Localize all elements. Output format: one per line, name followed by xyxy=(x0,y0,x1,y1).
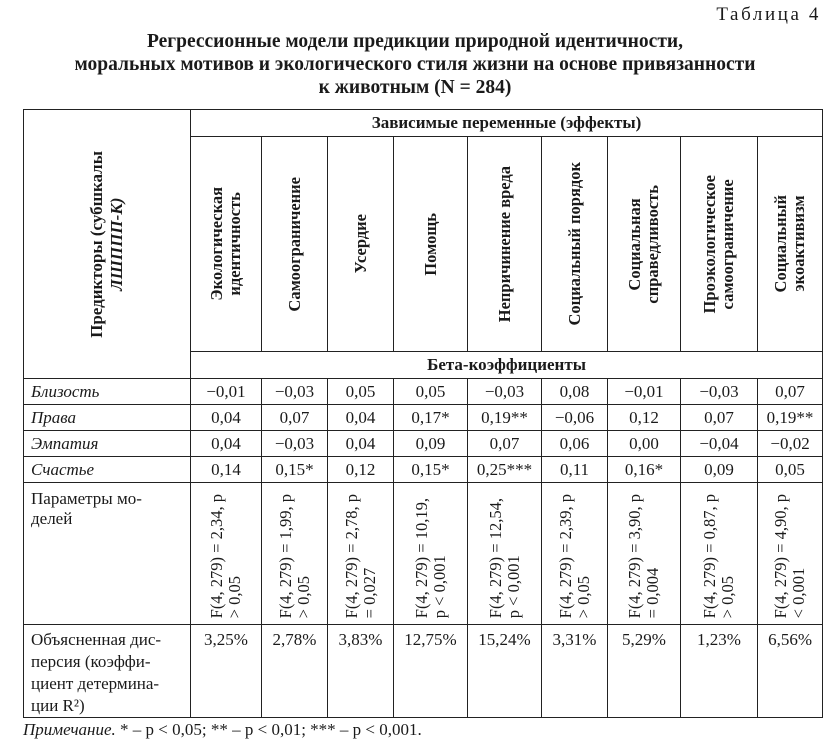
model-params-label-line-2: делей xyxy=(31,509,73,528)
model-params-value xyxy=(328,483,394,625)
dispersion-label xyxy=(24,625,191,718)
beta-value: −0,03 xyxy=(468,379,542,405)
dispersion-label-line-4: ции R²) xyxy=(31,696,85,715)
column-header-line-1: Социальный порядок xyxy=(564,162,584,326)
beta-value: 0,06 xyxy=(542,431,608,457)
beta-value: −0,01 xyxy=(608,379,681,405)
column-header xyxy=(394,137,468,352)
beta-value: 0,17* xyxy=(394,405,468,431)
p-value: > 0,05 xyxy=(573,575,593,618)
column-header xyxy=(191,137,262,352)
dispersion-value: 1,23% xyxy=(681,625,758,718)
predictor-name: Близость xyxy=(24,379,191,405)
p-value: p < 0,001 xyxy=(503,555,523,618)
beta-value: 0,05 xyxy=(394,379,468,405)
model-params-label xyxy=(24,483,191,625)
table-note xyxy=(23,720,422,740)
regression-table xyxy=(23,109,823,718)
model-params-label-line-1: Параметры мо- xyxy=(31,489,142,508)
predictor-name: Права xyxy=(24,405,191,431)
beta-value: 0,09 xyxy=(394,431,468,457)
table-row xyxy=(24,457,823,483)
model-params-value xyxy=(262,483,328,625)
dispersion-value: 2,78% xyxy=(262,625,328,718)
model-params-value xyxy=(542,483,608,625)
model-params-value xyxy=(681,483,758,625)
column-header-line-2: самоограничение xyxy=(718,178,737,310)
column-header-line-1: Непричинение вреда xyxy=(494,165,514,323)
beta-value: −0,04 xyxy=(681,431,758,457)
model-params-value xyxy=(468,483,542,625)
beta-value: 0,25*** xyxy=(468,457,542,483)
beta-value: 0,15* xyxy=(262,457,328,483)
note-label: Примечание. xyxy=(23,720,116,739)
beta-value: −0,03 xyxy=(262,379,328,405)
column-header xyxy=(608,137,681,352)
p-value: = 0,004 xyxy=(643,567,662,618)
dispersion-value: 15,24% xyxy=(468,625,542,718)
column-header xyxy=(262,137,328,352)
beta-value: 0,07 xyxy=(681,405,758,431)
model-params-value xyxy=(758,483,823,625)
beta-value: 0,04 xyxy=(191,405,262,431)
dispersion-value: 3,31% xyxy=(542,625,608,718)
beta-value: 0,05 xyxy=(758,457,823,483)
note-text: * – p < 0,05; ** – p < 0,01; *** – p < 0,001. xyxy=(115,720,422,739)
f-statistic: F(4, 279) = 2,34, p xyxy=(207,493,226,618)
column-header-line-1: Помощь xyxy=(420,212,440,276)
f-statistic: F(4, 279) = 3,90, p xyxy=(625,493,644,618)
f-statistic: F(4, 279) = 2,78, p xyxy=(341,493,361,618)
p-value: > 0,05 xyxy=(225,575,244,618)
beta-value: −0,02 xyxy=(758,431,823,457)
beta-value: 0,04 xyxy=(328,431,394,457)
table-row xyxy=(24,405,823,431)
dispersion-value: 6,56% xyxy=(758,625,823,718)
model-params-value xyxy=(608,483,681,625)
beta-value: 0,09 xyxy=(681,457,758,483)
dispersion-label-line-3: циент детермина- xyxy=(31,674,160,693)
f-statistic: F(4, 279) = 1,99, p xyxy=(275,493,295,618)
beta-value: 0,19** xyxy=(468,405,542,431)
column-header xyxy=(758,137,823,352)
f-statistic: F(4, 279) = 12,54, xyxy=(485,497,505,618)
f-statistic: F(4, 279) = 0,87, p xyxy=(700,493,719,618)
beta-coefficients-header: Бета-коэффициенты xyxy=(191,352,823,379)
beta-value: 0,08 xyxy=(542,379,608,405)
title-line-1: Регрессионные модели предикции природной идентичности, xyxy=(146,31,684,52)
title-line-2: моральных мотивов и экологического стиля жизни на основе привязанности xyxy=(74,54,756,75)
dispersion-value: 3,83% xyxy=(328,625,394,718)
dispersion-value: 12,75% xyxy=(394,625,468,718)
beta-value: 0,12 xyxy=(608,405,681,431)
dispersion-value: 3,25% xyxy=(191,625,262,718)
model-params-value xyxy=(191,483,262,625)
table-row xyxy=(24,431,823,457)
p-value: > 0,05 xyxy=(293,575,313,618)
p-value: = 0,027 xyxy=(359,567,379,618)
table-row xyxy=(24,379,823,405)
column-header xyxy=(542,137,608,352)
column-header-line-2: идентичность xyxy=(225,192,244,296)
column-header xyxy=(328,137,394,352)
beta-value: 0,12 xyxy=(328,457,394,483)
table-number: Таблица 4 xyxy=(716,4,821,25)
beta-value: 0,15* xyxy=(394,457,468,483)
beta-value: 0,16* xyxy=(608,457,681,483)
title-line-3: к животным (N = 284) xyxy=(318,77,512,98)
beta-value: 0,11 xyxy=(542,457,608,483)
dispersion-label-line-2: персия (коэффи- xyxy=(31,652,151,671)
beta-value: −0,01 xyxy=(191,379,262,405)
beta-value: 0,05 xyxy=(328,379,394,405)
dispersion-row xyxy=(24,625,823,718)
dispersion-label-line-1: Объясненная дис- xyxy=(31,630,162,649)
column-header-line-1: Самоограничение xyxy=(284,176,304,312)
beta-value: −0,06 xyxy=(542,405,608,431)
predictors-header-line-2: ЛШППП-К) xyxy=(107,197,126,291)
column-header xyxy=(681,137,758,352)
beta-value: 0,04 xyxy=(191,431,262,457)
predictors-header-line-1: Предикторы (субшкалы xyxy=(87,150,106,338)
p-value: p < 0,001 xyxy=(429,555,449,618)
column-header-line-1: Проэкологическое xyxy=(700,174,719,314)
beta-value: 0,00 xyxy=(608,431,681,457)
beta-value: 0,07 xyxy=(468,431,542,457)
beta-value: 0,07 xyxy=(262,405,328,431)
predictor-name: Эмпатия xyxy=(24,431,191,457)
f-statistic: F(4, 279) = 4,90, p xyxy=(771,493,791,618)
p-value: > 0,05 xyxy=(718,575,737,618)
beta-value: 0,14 xyxy=(191,457,262,483)
beta-value: 0,07 xyxy=(758,379,823,405)
beta-value: −0,03 xyxy=(262,431,328,457)
predictors-header xyxy=(24,110,191,379)
p-value: < 0,001 xyxy=(789,567,809,618)
column-header-line-2: экоактивизм xyxy=(789,195,809,293)
model-params-row xyxy=(24,483,823,625)
f-statistic: F(4, 279) = 10,19, xyxy=(411,497,431,618)
column-header-line-1: Усердие xyxy=(350,214,370,274)
beta-value: 0,04 xyxy=(328,405,394,431)
dependent-variables-header: Зависимые переменные (эффекты) xyxy=(191,110,823,137)
model-params-value xyxy=(394,483,468,625)
beta-value: 0,19** xyxy=(758,405,823,431)
column-header xyxy=(468,137,542,352)
column-header-line-1: Социальный xyxy=(771,195,791,293)
column-header-line-2: справедливость xyxy=(643,184,662,304)
column-header-line-1: Экологическая xyxy=(207,187,226,301)
beta-value: −0,03 xyxy=(681,379,758,405)
column-header-line-1: Социальная xyxy=(625,197,644,291)
f-statistic: F(4, 279) = 2,39, p xyxy=(555,493,575,618)
predictor-name: Счастье xyxy=(24,457,191,483)
table-title xyxy=(20,30,810,99)
dispersion-value: 5,29% xyxy=(608,625,681,718)
